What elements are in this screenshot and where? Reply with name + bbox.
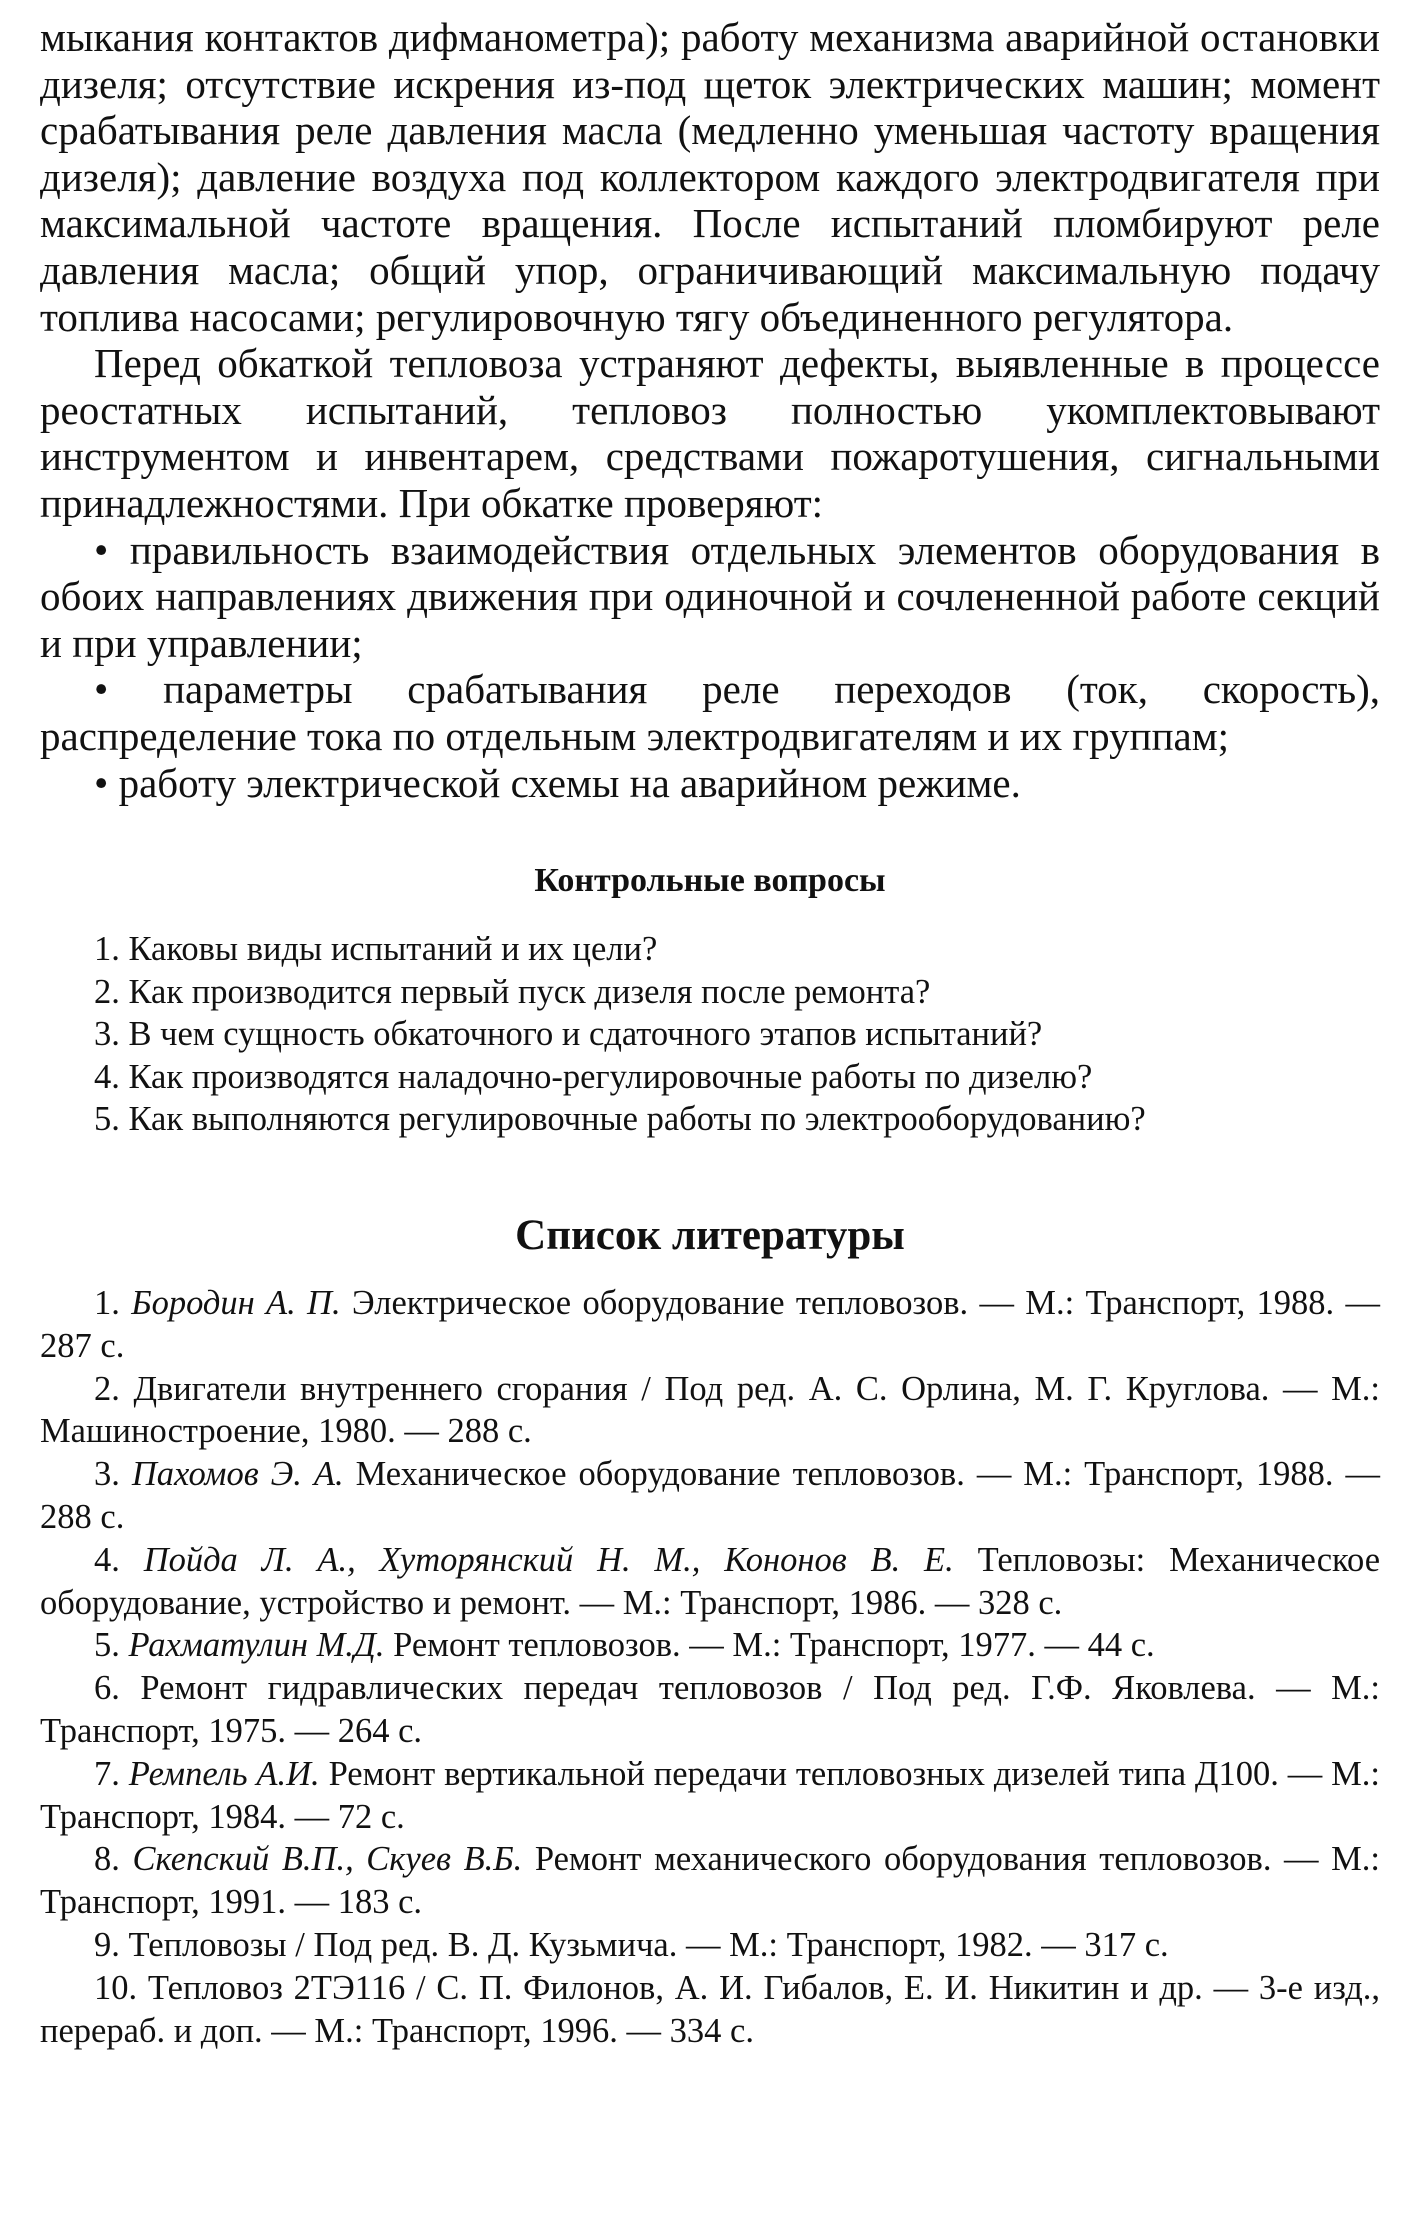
reference-number: 8. bbox=[94, 1840, 133, 1879]
bullet-item: • правильность взаимодействия отдельных элементов оборудования в обоих направлениях движения при одиночной и сочлененной работе секций и при управлении; bbox=[40, 526, 1380, 666]
reference-text: Ремонт вертикальной передачи тепловозных дизелей типа Д100. — М.: Транспорт, 1984. — 72 с. bbox=[40, 1754, 1381, 1836]
document-page bbox=[40, 14, 1380, 2052]
obkatka-paragraph: Перед обкаткой тепловоза устраняют дефекты, выявленные в процессе реостатных испытаний, тепловоз полностью укомплектовывают инструментом и инвентарем, средствами пожаротушения, сигнальными принадлежностями. При обкатке проверяют: bbox=[40, 340, 1380, 526]
reference-item bbox=[40, 1539, 1380, 1625]
reference-item bbox=[40, 1838, 1380, 1924]
reference-number: 10. bbox=[94, 1968, 148, 2007]
reference-authors: Рахматулин М.Д. bbox=[128, 1626, 385, 1665]
reference-text: Механическое оборудование тепловозов. — М.: Транспорт, 1988. — 288 с. bbox=[40, 1455, 1381, 1537]
reference-number: 9. bbox=[94, 1926, 129, 1965]
reference-number: 5. bbox=[94, 1626, 129, 1665]
questions-list bbox=[40, 928, 1380, 1141]
references-list bbox=[40, 1282, 1380, 2052]
reference-authors: Бородин А. П. bbox=[131, 1284, 341, 1323]
bullet-item: • параметры срабатывания реле переходов (ток, скорость), распределение тока по отдельным электродвигателям и их группам; bbox=[40, 666, 1380, 759]
reference-item bbox=[40, 1453, 1380, 1539]
reference-authors: Ремпель А.И. bbox=[128, 1754, 320, 1793]
references-heading: Список литературы bbox=[515, 1212, 905, 1260]
reference-number: 3. bbox=[94, 1455, 132, 1494]
reference-item bbox=[40, 1967, 1380, 2053]
reference-text: Тепловоз 2ТЭ116 / С. П. Филонов, А. И. Гибалов, Е. И. Никитин и др. — 3-е изд., перераб. и доп. — М.: Транспорт, 1996. — 334 с. bbox=[40, 1968, 1381, 2050]
reference-text: Тепловозы / Под ред. В. Д. Кузьмича. — М.: Транспорт, 1982. — 317 с. bbox=[128, 1926, 1169, 1965]
reference-text: Ремонт тепловозов. — М.: Транспорт, 1977. — 44 с. bbox=[384, 1626, 1155, 1665]
reference-number: 2. bbox=[94, 1369, 134, 1408]
reference-authors: Скепский В.П., Скуев В.Б. bbox=[132, 1840, 523, 1879]
question-item: 1. Каковы виды испытаний и их цели? bbox=[94, 930, 658, 969]
reference-item bbox=[40, 1368, 1380, 1454]
reference-item bbox=[40, 1667, 1380, 1753]
reference-item bbox=[40, 1924, 1380, 1967]
reference-number: 7. bbox=[94, 1754, 129, 1793]
reference-text: Тепловозы: Механическое оборудование, устройство и ремонт. — М.: Транспорт, 1986. — 328 с. bbox=[40, 1540, 1381, 1622]
question-item: 2. Как производится первый пуск дизеля после ремонта? bbox=[94, 972, 931, 1011]
question-item: 4. Как производятся наладочно-регулировочные работы по дизелю? bbox=[94, 1057, 1093, 1096]
reference-text: Электрическое оборудование тепловозов. — М.: Транспорт, 1988. — 287 с. bbox=[40, 1284, 1381, 1365]
reference-text: Двигатели внутреннего сгорания / Под ред. А. С. Орлина, М. Г. Круглова. — М.: Машиностроение, 1980. — 288 с. bbox=[40, 1369, 1380, 1451]
reference-authors: Пахомов Э. А. bbox=[131, 1455, 344, 1494]
bullet-item: • работу электрической схемы на аварийном режиме. bbox=[94, 759, 1021, 806]
intro-paragraph: мыкания контактов дифманометра); работу механизма аварийной остановки дизеля; отсутствие искрения из-под щеток электрических машин; момент срабатывания реле давления масла (медленно уменьшая частоту вращения дизеля); давление воздуха под коллектором каждого электродвигателя при максимальной частоте вращения. После испытаний пломбируют реле давления масла; общий упор, ограничивающий максимальную подачу топлива насосами; регулировочную тягу объединенного регулятора. bbox=[40, 14, 1380, 340]
reference-number: 4. bbox=[94, 1540, 144, 1579]
reference-authors: Пойда Л. А., Хуторянский Н. М., Кононов В. Е. bbox=[143, 1540, 954, 1579]
question-item: 5. Как выполняются регулировочные работы по электрооборудованию? bbox=[94, 1100, 1146, 1139]
reference-item bbox=[40, 1282, 1380, 1368]
reference-item bbox=[40, 1624, 1380, 1667]
reference-text: Ремонт механического оборудования тепловозов. — М.: Транспорт, 1991. — 183 с. bbox=[40, 1840, 1380, 1922]
reference-number: 1. bbox=[94, 1284, 132, 1323]
questions-heading: Контрольные вопросы bbox=[534, 862, 886, 900]
reference-number: 6. bbox=[94, 1669, 141, 1708]
question-item: 3. В чем сущность обкаточного и сдаточного этапов испытаний? bbox=[94, 1015, 1043, 1054]
reference-text: Ремонт гидравлических передач тепловозов / Под ред. Г.Ф. Яковлева. — М.: Транспорт, 1975. — 264 с. bbox=[40, 1669, 1380, 1751]
reference-item bbox=[40, 1753, 1380, 1839]
